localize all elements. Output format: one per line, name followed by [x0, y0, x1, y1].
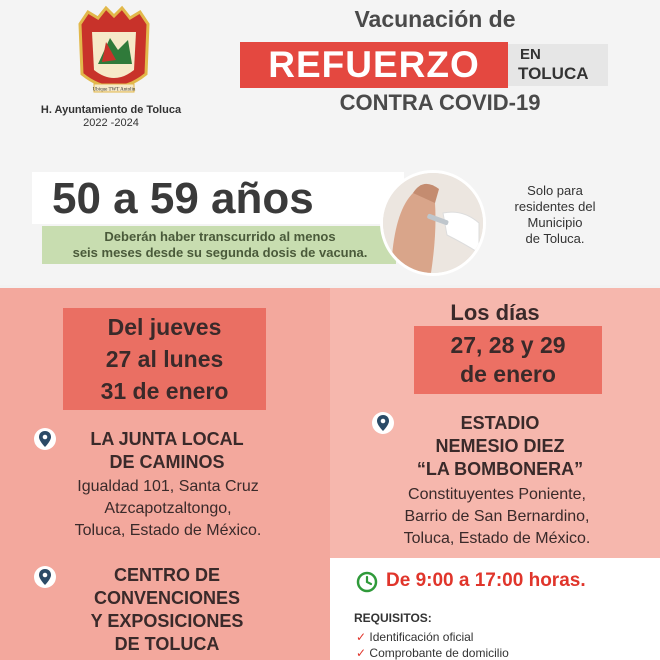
venue1-address-line: Atzcapotzaltongo,: [104, 500, 232, 517]
venue1-address: [28, 476, 308, 542]
title-line1: Vacunación de: [354, 6, 516, 32]
stadium-address-line: Toluca, Estado de México.: [403, 530, 591, 547]
venue2-line: CENTRO DE: [113, 565, 220, 585]
requirement-item: [356, 630, 473, 644]
left-date-line: Del jueves: [107, 314, 222, 340]
stadium-line: ESTADIO: [460, 413, 540, 433]
right-date-line: 27, 28 y 29: [450, 332, 566, 358]
right-date-box: [414, 326, 602, 394]
requirements-title: REQUISITOS:: [354, 611, 432, 625]
residents-line: Solo para: [527, 183, 583, 198]
left-date-line: 27 al lunes: [105, 346, 224, 372]
venue1-line: DE CAMINOS: [109, 452, 225, 472]
title-city: TOLUCA: [518, 64, 589, 83]
age-range: 50 a 59 años: [52, 174, 314, 223]
stadium-line: NEMESIO DIEZ: [435, 436, 565, 456]
age-requirement-text: [48, 229, 392, 261]
crest-caption: Ubique TWT Antolin: [92, 87, 136, 93]
requirement-text: Identificación oficial: [369, 630, 474, 644]
age-requirement-line: seis meses desde su segunda dosis de vacuna.: [72, 245, 368, 260]
residents-line: Municipio: [527, 215, 583, 230]
location-pin-icon: [34, 428, 56, 450]
venue2-name: [62, 564, 272, 656]
title-refuerzo-banner: REFUERZO: [240, 42, 508, 88]
venue2-line: Y EXPOSICIONES: [90, 611, 244, 631]
venue1-address-line: Igualdad 101, Santa Cruz: [77, 478, 259, 495]
venue2-line: CONVENCIONES: [93, 588, 241, 608]
org-name: H. Ayuntamiento de Toluca: [40, 104, 182, 116]
location-pin-icon: [34, 566, 56, 588]
stadium-line: “LA BOMBONERA”: [416, 459, 584, 479]
check-icon: ✓: [356, 646, 367, 660]
venue1-address-line: Toluca, Estado de México.: [74, 522, 262, 539]
org-block: [16, 104, 206, 130]
venue1-line: LA JUNTA LOCAL: [90, 429, 244, 449]
requirement-item: [356, 646, 509, 660]
toluca-crest-logo: [72, 4, 156, 102]
left-date-box: [63, 308, 266, 410]
check-icon: ✓: [356, 630, 367, 644]
hours-text: De 9:00 a 17:00 horas.: [386, 570, 586, 591]
left-date-line: 31 de enero: [100, 378, 229, 404]
residents-note: [495, 183, 615, 247]
stadium-name: [380, 412, 620, 481]
requirement-text: Comprobante de domicilio: [369, 646, 509, 660]
right-date-line: de enero: [460, 361, 556, 387]
stadium-address-line: Constituyentes Poniente,: [408, 486, 586, 503]
age-requirement-line: Deberán haber transcurrido al menos: [104, 229, 336, 244]
residents-line: residentes del: [514, 199, 596, 214]
residents-line: de Toluca.: [525, 231, 585, 246]
org-period: 2022 -2024: [83, 117, 139, 129]
days-label: Los días: [450, 300, 540, 325]
clock-icon: [356, 571, 378, 593]
title-en: EN: [520, 46, 541, 63]
venue1-name: [62, 428, 272, 474]
stadium-address-line: Barrio de San Bernardino,: [404, 508, 590, 525]
title-line3: CONTRA COVID-19: [339, 90, 541, 115]
venue2-line: DE TOLUCA: [114, 634, 220, 654]
vaccination-photo: [380, 170, 486, 276]
stadium-address: [362, 484, 632, 550]
